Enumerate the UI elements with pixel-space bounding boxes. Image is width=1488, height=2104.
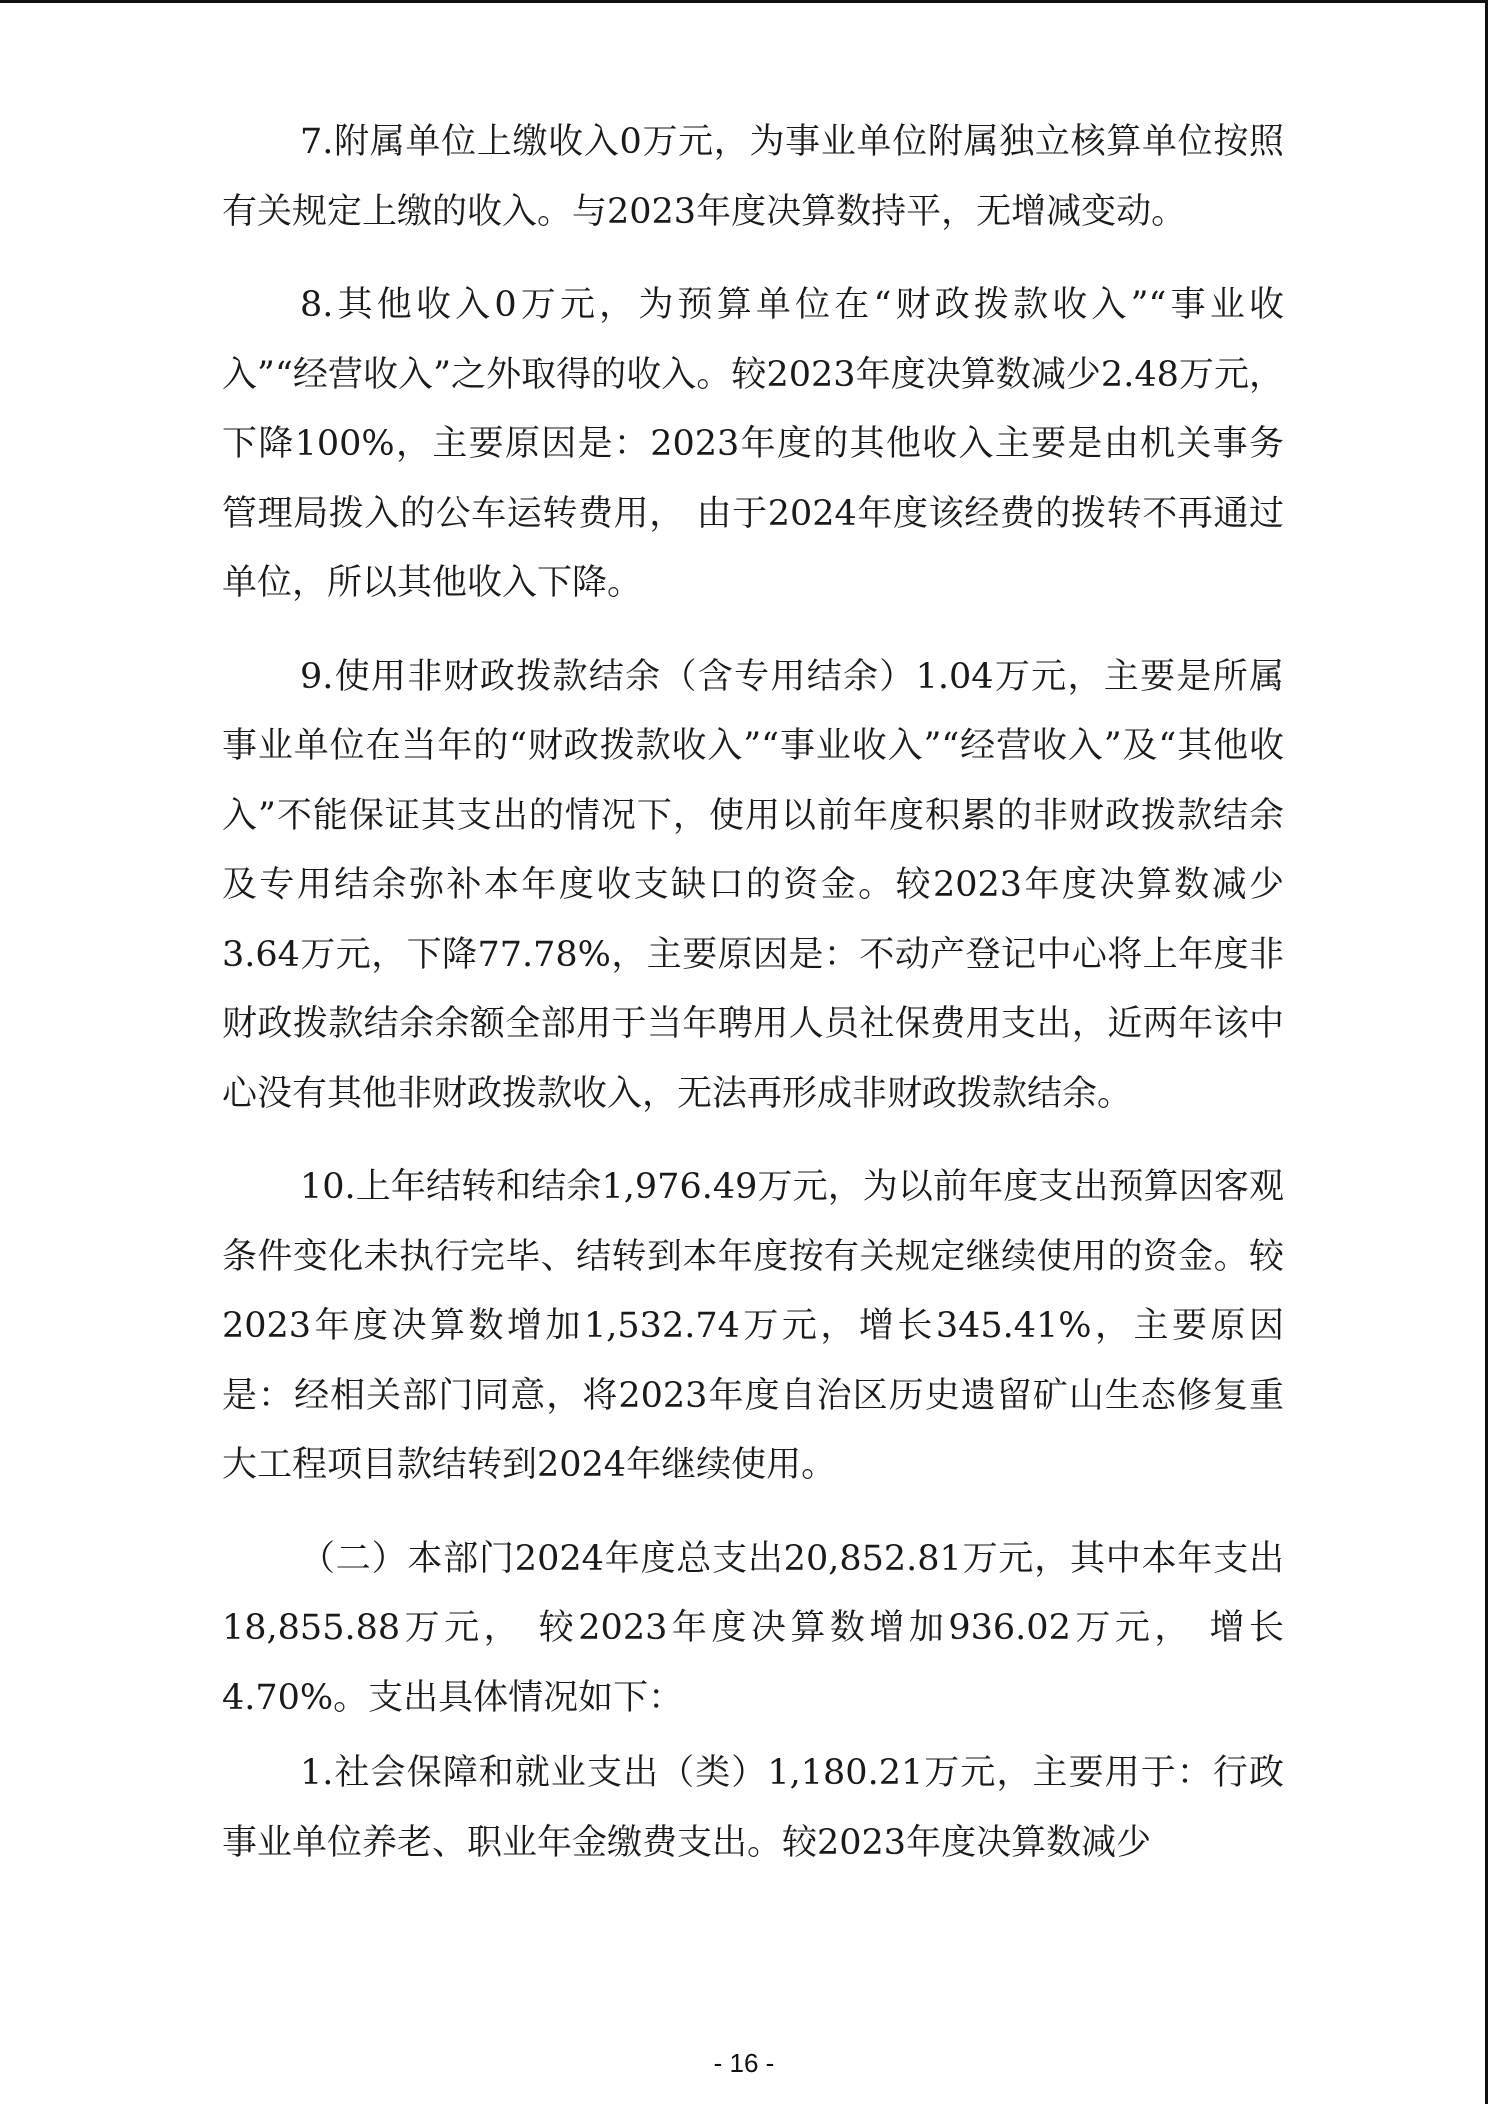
page-number: - 16 - [713,2048,775,2078]
paragraph-other-income: 8.其他收入0万元，为预算单位在“财政拨款收入”“事业收入”“经营收入”之外取得的收入。较2023年度决算数减少2.48万元，下降100%，主要原因是：2023年度的其他收入主要是由机关事务管理局拨入的公车运转费用， 由于2024年度该经费的拨转不再通过单位，所以其他收入下降。 [222,285,1284,603]
document-body [222,108,1284,1878]
paragraph-non-fiscal-balance: 9.使用非财政拨款结余（含专用结余）1.04万元，主要是所属事业单位在当年的“财政拨款收入”“事业收入”“经营收入”及“其他收入”不能保证其支出的情况下，使用以前年度积累的非财政拨款结余及专用结余弥补本年度收支缺口的资金。较2023年度决算数减少3.64万元，下降77.78%，主要原因是：不动产登记中心将上年度非财政拨款结余余额全部用于当年聘用人员社保费用支出，近两年该中心没有其他非财政拨款收入，无法再形成非财政拨款结余。 [222,656,1284,1114]
paragraph-total-expenditure: （二）本部门2024年度总支出20,852.81万元，其中本年支出18,855.88万元， 较2023年度决算数增加936.02万元， 增长4.70%。支出具体情况如下： [222,1538,1284,1718]
paragraph-social-security-expenditure: 1.社会保障和就业支出（类）1,180.21万元，主要用于：行政事业单位养老、职业年金缴费支出。较2023年度决算数减少 [222,1753,1284,1863]
paragraph-carryover-balance: 10.上年结转和结余1,976.49万元，为以前年度支出预算因客观条件变化未执行完毕、结转到本年度按有关规定继续使用的资金。较2023年度决算数增加1,532.74万元，增长345.41%，主要原因是：经相关部门同意，将2023年度自治区历史遗留矿山生态修复重大工程项目款结转到2024年继续使用。 [222,1167,1284,1485]
paragraph-affiliated-unit-income: 7.附属单位上缴收入0万元，为事业单位附属独立核算单位按照有关规定上缴的收入。与2023年度决算数持平，无增减变动。 [222,122,1284,232]
page-border-top [0,0,1488,3]
